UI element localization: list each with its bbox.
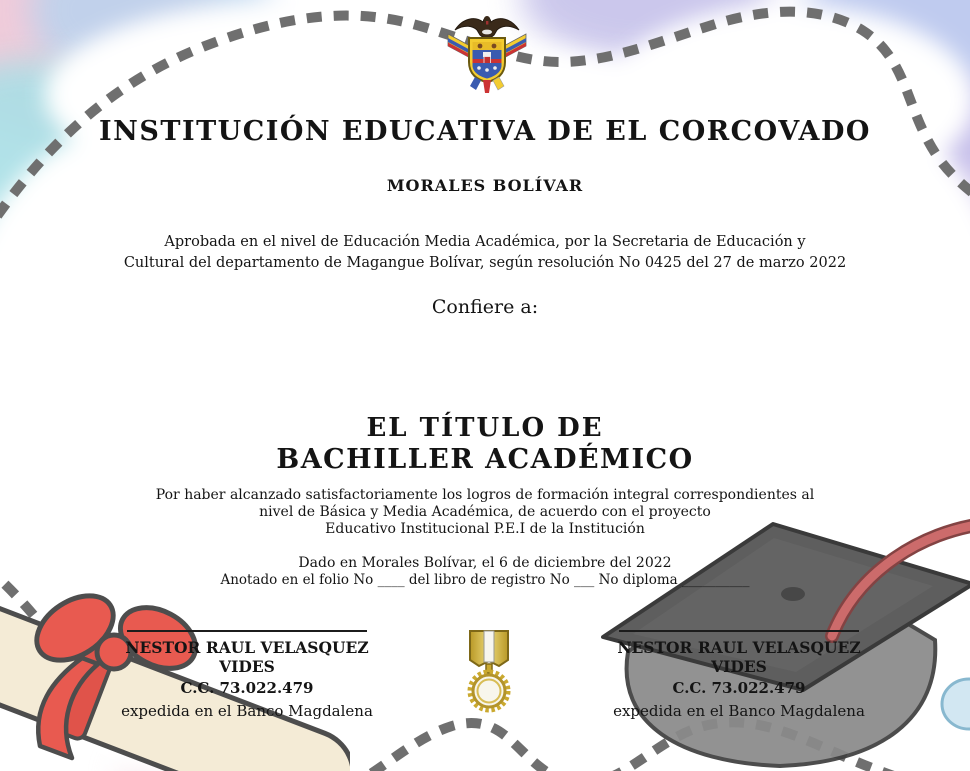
signature-block-right bbox=[605, 630, 873, 720]
degree-title-line-1: EL TÍTULO DE bbox=[366, 413, 604, 443]
approval-text bbox=[0, 232, 970, 274]
signature-line bbox=[619, 630, 859, 632]
signature-line bbox=[127, 630, 367, 632]
registry-line: Anotado en el folio No ____ del libro de registro No ___ No diploma __________ bbox=[220, 572, 750, 588]
signatory-id: C.C. 73.022.479 bbox=[180, 679, 314, 697]
degree-title-line-2: BACHILLER ACADÉMICO bbox=[276, 444, 694, 475]
reason-text bbox=[0, 487, 970, 538]
crest-shield bbox=[469, 38, 505, 82]
signature-block-left bbox=[113, 630, 381, 720]
reason-line-2: nivel de Básica y Media Académica, de acuerdo con el proyecto bbox=[259, 504, 711, 520]
signatory-place: expedida en el Banco Magdalena bbox=[121, 702, 373, 720]
reason-line-3: Educativo Institucional P.E.I de la Institución bbox=[325, 521, 645, 537]
issued-line: Dado en Morales Bolívar, el 6 de diciembre del 2022 bbox=[298, 555, 672, 571]
medal-icon bbox=[463, 630, 515, 714]
signatory-id: C.C. 73.022.479 bbox=[672, 679, 806, 697]
signatory-name: NESTOR RAUL VELASQUEZ VIDES bbox=[617, 638, 861, 676]
institution-name: INSTITUCIÓN EDUCATIVA DE EL CORCOVADO bbox=[99, 116, 871, 147]
signatory-place: expedida en el Banco Magdalena bbox=[613, 702, 865, 720]
reason-line-1: Por haber alcanzado satisfactoriamente los logros de formación integral correspondientes al bbox=[155, 487, 815, 503]
confers-label: Confiere a: bbox=[431, 296, 539, 318]
signatory-name: NESTOR RAUL VELASQUEZ VIDES bbox=[125, 638, 369, 676]
approval-line-2: Cultural del departamento de Magangue Bolívar, según resolución No 0425 del 27 de marzo 2022 bbox=[123, 255, 847, 271]
colombia-coat-of-arms-icon bbox=[447, 10, 527, 94]
approval-line-1: Aprobada en el nivel de Educación Media Académica, por la Secretaria de Educación y bbox=[164, 234, 806, 250]
condor bbox=[455, 16, 519, 38]
institution-place: MORALES BOLÍVAR bbox=[386, 176, 584, 195]
blue-scroll-peek bbox=[942, 679, 970, 729]
